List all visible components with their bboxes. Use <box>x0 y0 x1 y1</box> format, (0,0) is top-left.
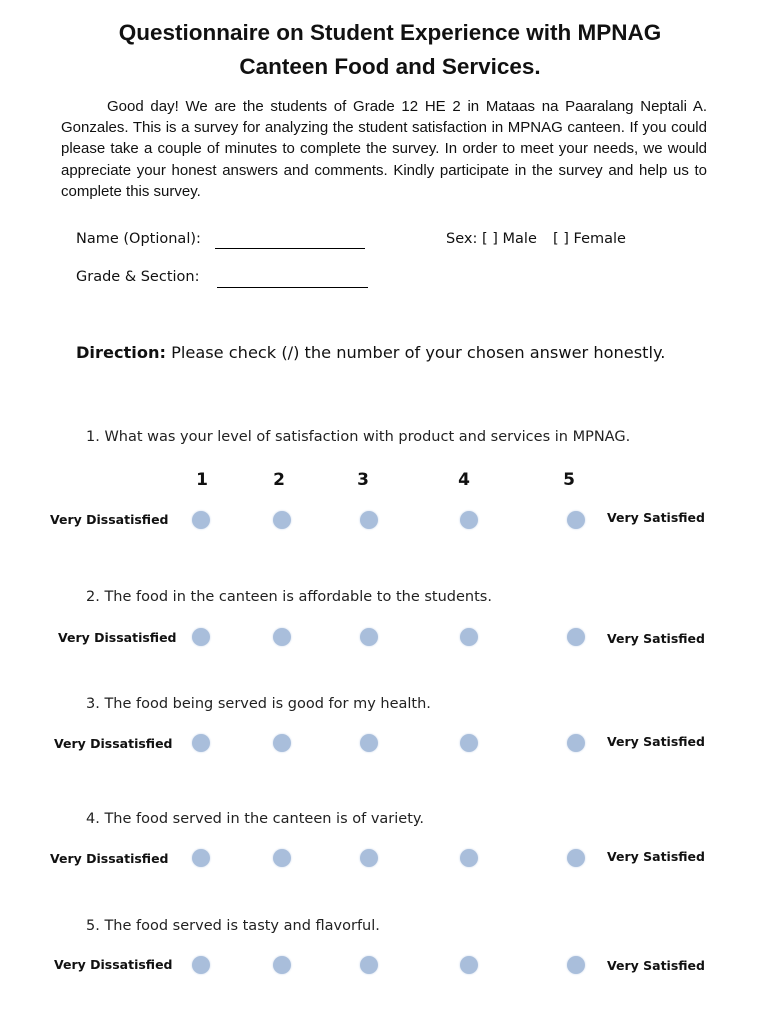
q3-option-1-radio[interactable] <box>192 734 210 752</box>
sex-male-option[interactable]: [ ] Male <box>482 231 537 247</box>
scale-number-4: 4 <box>458 470 470 490</box>
scale-number-1: 1 <box>196 470 208 490</box>
q4-anchor-low: Very Dissatisfied <box>50 851 169 866</box>
q2-option-5-radio[interactable] <box>567 628 585 646</box>
question-4: 4. The food served in the canteen is of variety. <box>86 811 425 827</box>
page-title <box>40 16 740 84</box>
grade-section-label: Grade & Section: <box>76 269 200 285</box>
q3-option-4-radio[interactable] <box>460 734 478 752</box>
title-line-1: Questionnaire on Student Experience with MPNAG <box>118 20 662 45</box>
q5-option-5-radio[interactable] <box>567 956 585 974</box>
q3-option-2-radio[interactable] <box>273 734 291 752</box>
q2-anchor-low: Very Dissatisfied <box>58 630 177 645</box>
q5-option-3-radio[interactable] <box>360 956 378 974</box>
direction-label: Direction: <box>76 343 166 362</box>
q3-anchor-low: Very Dissatisfied <box>54 736 173 751</box>
q4-option-3-radio[interactable] <box>360 849 378 867</box>
q1-anchor-high: Very Satisfied <box>607 510 705 525</box>
scale-number-5: 5 <box>563 470 575 490</box>
q1-option-2-radio[interactable] <box>273 511 291 529</box>
q4-option-2-radio[interactable] <box>273 849 291 867</box>
q4-option-1-radio[interactable] <box>192 849 210 867</box>
scale-number-2: 2 <box>273 470 285 490</box>
q1-option-4-radio[interactable] <box>460 511 478 529</box>
name-label: Name (Optional): <box>76 231 201 247</box>
q2-option-2-radio[interactable] <box>273 628 291 646</box>
sex-female-option[interactable]: [ ] Female <box>553 231 626 247</box>
name-input[interactable] <box>215 248 365 249</box>
scale-number-3: 3 <box>357 470 369 490</box>
q1-anchor-low: Very Dissatisfied <box>50 512 169 527</box>
q1-option-1-radio[interactable] <box>192 511 210 529</box>
q5-option-2-radio[interactable] <box>273 956 291 974</box>
q3-option-5-radio[interactable] <box>567 734 585 752</box>
grade-section-input[interactable] <box>217 287 368 288</box>
q2-option-4-radio[interactable] <box>460 628 478 646</box>
q4-option-5-radio[interactable] <box>567 849 585 867</box>
q1-option-3-radio[interactable] <box>360 511 378 529</box>
q5-option-4-radio[interactable] <box>460 956 478 974</box>
title-line-2: Canteen Food and Services. <box>239 54 541 79</box>
sex-label: Sex: <box>446 231 478 247</box>
question-1: 1. What was your level of satisfaction with product and services in MPNAG. <box>86 429 631 445</box>
q4-option-4-radio[interactable] <box>460 849 478 867</box>
q5-option-1-radio[interactable] <box>192 956 210 974</box>
q2-anchor-high: Very Satisfied <box>607 631 705 646</box>
q2-option-1-radio[interactable] <box>192 628 210 646</box>
q3-anchor-high: Very Satisfied <box>607 734 705 749</box>
intro-paragraph: Good day! We are the students of Grade 12 HE 2 in Mataas na Paaralang Neptali A. Gonzales. This is a survey for analyzing the student satisfaction in MPNAG canteen. If you could please take a couple of minutes to complete the survey. In order to meet your needs, we would appreciate your honest answers and comments. Kindly participate in the survey and help us to complete this survey. <box>61 98 707 200</box>
direction <box>76 343 665 362</box>
q2-option-3-radio[interactable] <box>360 628 378 646</box>
q1-option-5-radio[interactable] <box>567 511 585 529</box>
direction-text: Please check (/) the number of your chosen answer honestly. <box>171 343 666 362</box>
q4-anchor-high: Very Satisfied <box>607 849 705 864</box>
question-3: 3. The food being served is good for my health. <box>86 696 431 712</box>
question-2: 2. The food in the canteen is affordable to the students. <box>86 589 492 605</box>
question-5: 5. The food served is tasty and flavorful. <box>86 918 380 934</box>
q5-anchor-high: Very Satisfied <box>607 958 705 973</box>
q3-option-3-radio[interactable] <box>360 734 378 752</box>
q5-anchor-low: Very Dissatisfied <box>54 957 173 972</box>
